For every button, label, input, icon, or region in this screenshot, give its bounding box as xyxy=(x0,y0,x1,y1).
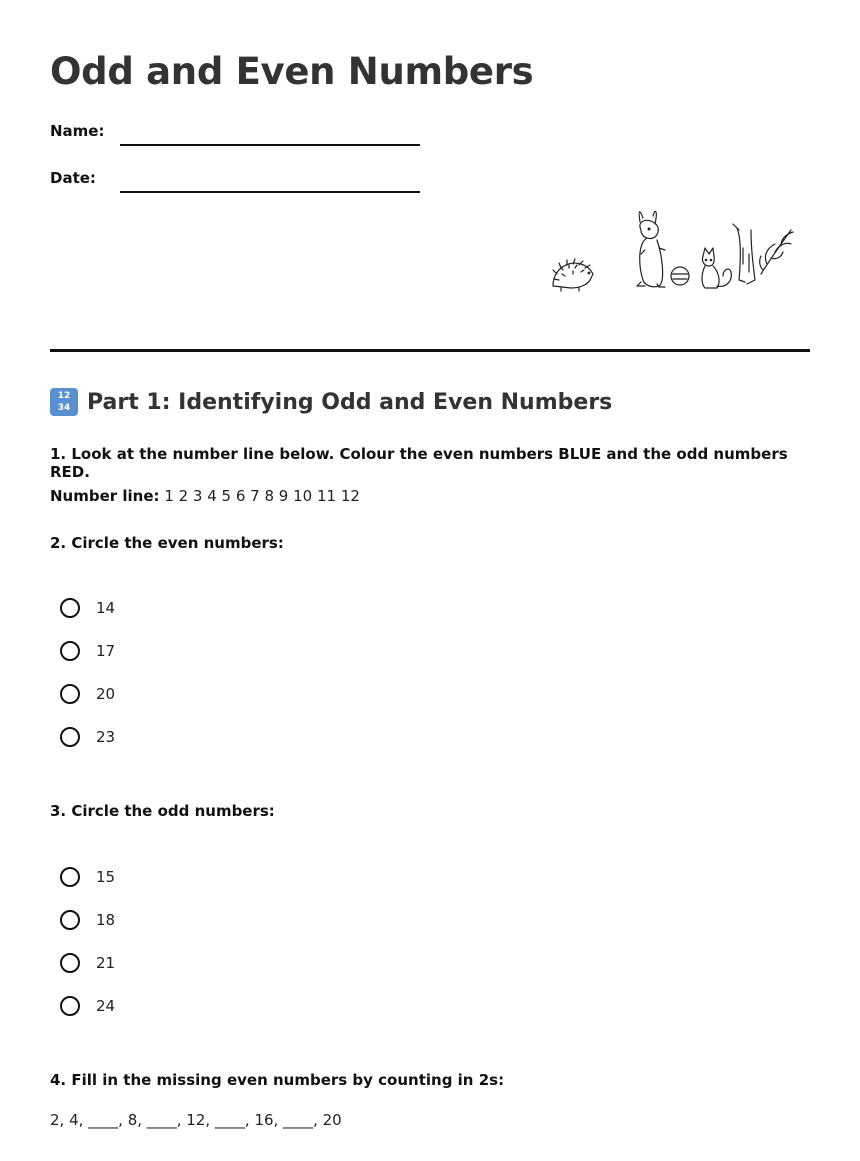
question-2-text: 2. Circle the even numbers: xyxy=(50,534,284,552)
option-q3-3[interactable]: 21 xyxy=(60,951,115,975)
date-write-line[interactable] xyxy=(120,191,420,193)
fern-leaf-icon xyxy=(760,230,793,274)
section-title-text: Part 1: Identifying Odd and Even Numbers xyxy=(87,389,613,415)
date-field xyxy=(50,169,96,187)
radio-circle-icon[interactable] xyxy=(60,996,80,1016)
tree-stump-icon xyxy=(733,224,755,284)
radio-circle-icon[interactable] xyxy=(60,910,80,930)
option-q2-1[interactable]: 14 xyxy=(60,596,115,620)
question-4-text: 4. Fill in the missing even numbers by counting in 2s: xyxy=(50,1071,505,1089)
woodland-animals-illustration xyxy=(545,208,795,298)
option-q3-1[interactable]: 15 xyxy=(60,865,115,889)
question-4-sequence[interactable]: 2, 4, ____, 8, ____, 12, ____, 16, ____, 20 xyxy=(50,1111,342,1129)
fox-icon xyxy=(702,248,731,288)
number-line xyxy=(50,487,360,505)
hedgehog-icon xyxy=(553,259,593,291)
radio-circle-icon[interactable] xyxy=(60,867,80,887)
radio-circle-icon[interactable] xyxy=(60,684,80,704)
option-q2-3[interactable]: 20 xyxy=(60,682,115,706)
name-field xyxy=(50,122,104,140)
option-q3-2[interactable]: 18 xyxy=(60,908,115,932)
name-write-line[interactable] xyxy=(120,144,420,146)
radio-circle-icon[interactable] xyxy=(60,641,80,661)
section-heading-part1 xyxy=(50,388,612,416)
radio-circle-icon[interactable] xyxy=(60,727,80,747)
worksheet-page xyxy=(50,0,810,1161)
question-3-text: 3. Circle the odd numbers: xyxy=(50,802,275,820)
acorn-icon xyxy=(671,267,689,285)
radio-circle-icon[interactable] xyxy=(60,598,80,618)
page-title: Odd and Even Numbers xyxy=(50,50,534,93)
number-line-values: 1 2 3 4 5 6 7 8 9 10 11 12 xyxy=(164,487,360,505)
number-line-label: Number line: xyxy=(50,487,160,505)
rabbit-icon xyxy=(637,211,665,287)
radio-circle-icon[interactable] xyxy=(60,953,80,973)
option-q2-4[interactable]: 23 xyxy=(60,725,115,749)
option-q2-2[interactable]: 17 xyxy=(60,639,115,663)
name-label: Name: xyxy=(50,122,105,140)
date-label: Date: xyxy=(50,169,96,187)
option-q3-4[interactable]: 24 xyxy=(60,994,115,1018)
section-divider xyxy=(50,349,810,352)
question-1-text: 1. Look at the number line below. Colour the even numbers BLUE and the odd numbers RED. xyxy=(50,445,788,481)
numbers-1234-icon: 12 34 xyxy=(50,388,78,416)
